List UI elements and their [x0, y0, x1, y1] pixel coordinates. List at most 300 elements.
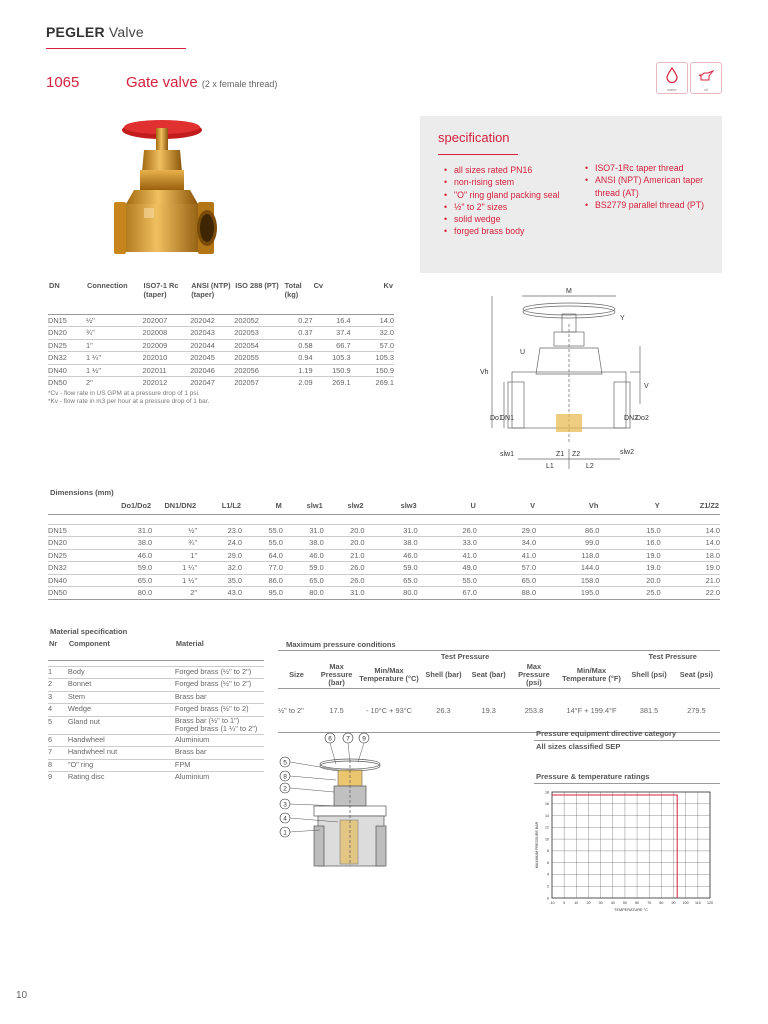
brand-name: PEGLER — [46, 24, 105, 40]
table-cell: 20.0 — [646, 575, 661, 585]
table-cell: 202010 — [142, 353, 168, 363]
table-cell: 59.0 — [403, 563, 418, 573]
table-cell: 1.19 — [298, 365, 313, 375]
spec-item: • forged brass body — [444, 225, 564, 237]
brand-section: Valve — [108, 24, 144, 40]
page-number: 10 — [16, 990, 28, 1001]
table-cell: ½" — [86, 315, 95, 325]
table-row — [48, 679, 264, 692]
table-cell: 269.1 — [332, 378, 351, 388]
table-cell: Gland nut — [67, 716, 100, 726]
col-header: Kv — [383, 281, 393, 290]
table-row — [48, 759, 264, 772]
table-cell: 19.0 — [705, 563, 720, 573]
col-header: Max Pressure (bar) — [320, 662, 353, 687]
table-cell: 34.0 — [521, 538, 537, 548]
brand-header — [46, 24, 144, 40]
table-cell: DN40 — [48, 365, 67, 375]
table-cell: DN25 — [48, 340, 67, 350]
table-cell: DN15 — [48, 315, 67, 325]
col-header: Shell (bar) — [425, 670, 462, 679]
table-cell: 202043 — [190, 328, 215, 338]
table-cell: Brass bar (½" to 1") Forged brass (1 ¼" to 2") — [174, 715, 258, 733]
table-cell: 1 — [48, 666, 53, 676]
table-cell: 31.0 — [403, 525, 418, 535]
table-cell: 23.0 — [227, 525, 242, 535]
spec-item: • ANSI (NPT) American taper thread (AT) — [585, 174, 705, 199]
y-tick-label: 0 — [547, 896, 549, 901]
table-cell: DN15 — [48, 525, 67, 535]
y-tick-label: 10 — [545, 837, 549, 842]
table-cell: 14.0 — [705, 525, 720, 535]
table-cell: 31.0 — [309, 525, 324, 535]
table-cell: 88.0 — [521, 588, 537, 598]
table-row — [48, 549, 720, 562]
dim-label: DN1 — [500, 415, 515, 422]
table-cell: 66.7 — [336, 340, 351, 350]
table-cell: 57.0 — [521, 563, 537, 573]
table-row — [48, 704, 264, 717]
pressure-temperature-chart — [530, 784, 720, 914]
col-header: Do1/Do2 — [121, 501, 152, 510]
table-cell: 150.9 — [332, 365, 351, 375]
col-header — [48, 500, 99, 514]
table-cell: 20.0 — [350, 525, 365, 535]
table-cell: DN32 — [48, 563, 67, 573]
specification-list-right — [585, 162, 705, 211]
table-cell: 202057 — [234, 378, 259, 388]
table-cell: 43.0 — [227, 588, 242, 598]
ped-divider — [534, 740, 720, 741]
table-cell: 202011 — [142, 365, 167, 375]
table-cell: "O" ring — [67, 759, 94, 769]
y-tick-label: 8 — [547, 849, 549, 854]
table-cell: 95.0 — [268, 588, 283, 598]
col-header: M — [275, 501, 282, 510]
table-row — [48, 587, 720, 600]
product-code: 1065 — [46, 74, 80, 91]
water-icon: water — [656, 62, 688, 94]
table-cell: 14.0 — [705, 538, 720, 548]
table-cell: 269.1 — [375, 378, 394, 388]
table-cell: 80.0 — [309, 588, 324, 598]
table-cell: DN25 — [48, 550, 67, 560]
x-tick-label: 80 — [659, 901, 664, 905]
cross-section-drawing — [278, 730, 418, 880]
table-row — [48, 716, 264, 734]
dim-label: Y — [620, 315, 625, 322]
table-cell: Wedge — [67, 704, 92, 713]
x-tick-label: 100 — [682, 901, 689, 905]
x-tick-label: 20 — [586, 901, 591, 905]
dim-label: Z1 — [556, 451, 565, 458]
table-cell: 6 — [48, 734, 53, 744]
product-name: Gate valve — [126, 74, 198, 91]
table-cell: Forged brass (½" to 2") — [174, 679, 252, 688]
table-cell: 195.0 — [580, 588, 600, 598]
specification-title: specification — [438, 130, 510, 145]
table-cell: 67.0 — [462, 588, 477, 598]
table-cell: DN32 — [48, 353, 67, 363]
dim-label: M — [566, 288, 572, 295]
table-cell: 17.5 — [329, 706, 344, 715]
table-cell: 29.0 — [521, 525, 537, 535]
table-cell: 46.0 — [403, 550, 418, 560]
table-cell: 55.0 — [268, 538, 283, 548]
table-cell: DN20 — [48, 538, 67, 548]
col-header: Cv — [313, 281, 324, 290]
table-cell: DN50 — [48, 588, 67, 598]
y-tick-label: 2 — [547, 884, 549, 889]
table-cell: 14°F + 199.4°F — [566, 706, 617, 715]
x-tick-label: 40 — [610, 901, 615, 905]
col-header: Size — [289, 670, 304, 679]
spec-item: • "O" ring gland packing seal — [444, 189, 564, 201]
table-cell: 46.0 — [309, 550, 324, 560]
y-axis-label: MAXIMUM PRESSURE BAR — [535, 821, 539, 869]
table-cell: 77.0 — [268, 563, 283, 573]
specification-panel — [420, 116, 722, 273]
table-row — [48, 327, 394, 340]
spec-item: • all sizes rated PN16 — [444, 164, 564, 176]
table-cell: 26.0 — [462, 525, 477, 535]
y-tick-label: 16 — [545, 802, 549, 807]
table-cell: 279.5 — [687, 706, 706, 715]
x-tick-label: -10 — [549, 901, 555, 905]
table-cell: ¾" — [86, 328, 95, 338]
x-tick-label: 60 — [635, 901, 640, 905]
table-cell: 38.0 — [309, 538, 324, 548]
table-cell: 29.0 — [227, 550, 242, 560]
col-header: Total (kg) — [284, 281, 302, 299]
table-cell: 65.0 — [137, 575, 153, 585]
col-header: Component — [68, 639, 110, 648]
table-cell: 25.0 — [646, 588, 661, 598]
spec-item: • non-rising stem — [444, 176, 564, 188]
ped-title: Pressure equipment directive category — [536, 729, 677, 738]
pressure-table — [278, 650, 720, 733]
table-cell: 5 — [48, 716, 53, 726]
x-tick-label: 30 — [598, 901, 603, 905]
table-cell: 1" — [190, 550, 198, 560]
col-header: DN1/DN2 — [164, 501, 197, 510]
table-cell: 31.0 — [137, 525, 153, 535]
table-cell: - 10°C + 93°C — [366, 706, 412, 715]
table-cell: DN20 — [48, 328, 67, 338]
specification-divider — [438, 154, 518, 155]
header-divider — [46, 48, 186, 49]
x-tick-label: 110 — [694, 901, 701, 905]
table-cell: ½" — [188, 525, 198, 535]
table-cell: 202046 — [190, 365, 215, 375]
table-cell: 38.0 — [137, 538, 153, 548]
table-cell: 22.0 — [705, 588, 720, 598]
y-tick-label: 12 — [545, 825, 549, 830]
ped-value: All sizes classified SEP — [536, 742, 621, 751]
table-cell: 26.3 — [436, 706, 451, 715]
table-cell: 158.0 — [580, 575, 600, 585]
table-note: *Kv - flow rate in m3 per hour at a pressure drop of 1 bar. — [48, 397, 210, 405]
table-cell: 59.0 — [309, 563, 324, 573]
table-cell: 202053 — [234, 328, 259, 338]
col-header: slw3 — [400, 501, 417, 510]
table-cell: 2.09 — [298, 378, 313, 388]
table-cell: 20.0 — [350, 538, 365, 548]
table-cell: 1 ½" — [182, 575, 198, 585]
table-cell: 202042 — [190, 315, 215, 325]
callout-number: 5 — [283, 759, 287, 767]
col-header: Y — [654, 501, 660, 510]
table-cell: 0.94 — [298, 353, 313, 363]
table-cell: 202044 — [190, 340, 215, 350]
table-cell: 41.0 — [462, 550, 477, 560]
table-cell: 0.27 — [298, 315, 313, 325]
col-header: Min/Max Temperature (°F) — [562, 666, 621, 683]
col-header: Seat (bar) — [471, 670, 506, 679]
materials-table — [48, 638, 264, 784]
table-cell: 202012 — [142, 378, 168, 388]
x-tick-label: 120 — [707, 901, 713, 905]
table-cell: 18.0 — [705, 550, 720, 560]
table-cell: 80.0 — [137, 588, 153, 598]
callout-number: 9 — [362, 735, 366, 743]
col-header: Vh — [588, 501, 599, 510]
table-row — [48, 691, 264, 704]
test-pressure-label: Test Pressure — [648, 652, 697, 661]
table-cell: 49.0 — [462, 563, 477, 573]
x-axis-label: TEMPERATURE °C — [614, 908, 648, 912]
table-cell: 33.0 — [462, 538, 477, 548]
pressure-title: Maximum pressure conditions — [286, 640, 396, 649]
table-cell: FPM — [174, 759, 191, 769]
table-cell: 14.0 — [379, 315, 394, 325]
materials-title: Material specification — [50, 627, 128, 636]
table-cell: Brass bar — [174, 747, 207, 756]
spec-item: • BS2779 parallel thread (PT) — [585, 199, 705, 211]
table-cell: 32.0 — [227, 563, 242, 573]
table-row — [48, 747, 264, 760]
callout-number: 2 — [283, 785, 287, 793]
table-cell: DN50 — [48, 378, 67, 388]
dim-label: Do2 — [636, 415, 649, 422]
table-cell: 59.0 — [137, 563, 153, 573]
table-cell: 65.0 — [309, 575, 324, 585]
table-cell: 19.0 — [646, 550, 661, 560]
table-cell: 2" — [86, 378, 93, 388]
table-cell: 4 — [48, 704, 53, 713]
plot-area — [552, 792, 710, 898]
table-cell: 55.0 — [268, 525, 283, 535]
chart-title: Pressure & temperature ratings — [536, 772, 650, 781]
callout-number: 1 — [283, 829, 287, 837]
table-cell: 15.0 — [646, 525, 661, 535]
table-cell: 16.4 — [336, 315, 351, 325]
table-cell: Handwheel nut — [67, 747, 118, 756]
table-row — [48, 352, 394, 365]
table-cell: 144.0 — [580, 563, 600, 573]
table-cell: Forged brass (½" to 2") — [174, 666, 252, 676]
table-cell: 7 — [48, 747, 53, 756]
table-cell: 37.4 — [336, 328, 351, 338]
spec-item: • ½" to 2" sizes — [444, 201, 564, 213]
table-cell: 0.37 — [298, 328, 313, 338]
dimensions-table — [48, 500, 720, 600]
x-tick-label: 50 — [622, 901, 627, 905]
table-cell: 202008 — [142, 328, 168, 338]
x-tick-label: 70 — [647, 901, 652, 905]
table-cell: 202047 — [190, 378, 215, 388]
col-header: L1/L2 — [221, 501, 241, 510]
table-cell: ¾" — [188, 538, 198, 548]
rating-line — [552, 795, 677, 898]
table-cell: 3 — [48, 691, 53, 701]
table-cell: Handwheel — [67, 734, 105, 744]
specification-list-left — [444, 164, 564, 238]
table-cell: ½" to 2" — [278, 706, 304, 715]
col-header: Seat (psi) — [679, 670, 713, 679]
col-header: DN — [49, 281, 60, 290]
dim-label: L2 — [586, 463, 594, 470]
table-row — [48, 772, 264, 784]
table-row — [48, 339, 394, 352]
table-cell: DN40 — [48, 575, 67, 585]
table-cell: 65.0 — [403, 575, 418, 585]
col-header: Nr — [49, 639, 58, 648]
col-header: Connection — [87, 281, 128, 290]
table-cell: Rating disc — [67, 772, 105, 781]
table-row — [48, 537, 720, 550]
dim-label: slw2 — [620, 449, 635, 456]
table-cell: 105.3 — [332, 353, 351, 363]
table-cell: Aluminium — [174, 734, 210, 744]
table-cell: 8 — [48, 759, 53, 769]
table-row — [48, 562, 720, 575]
table-cell: 105.3 — [375, 353, 394, 363]
dim-label: Vh — [480, 369, 489, 376]
table-cell: 38.0 — [403, 538, 418, 548]
product-title — [126, 74, 277, 91]
table-cell: 253.8 — [524, 706, 544, 715]
table-cell: 202054 — [234, 340, 259, 350]
table-cell: 55.0 — [462, 575, 477, 585]
table-cell: 86.0 — [268, 575, 283, 585]
table-cell: 202052 — [234, 315, 259, 325]
product-photo — [112, 112, 222, 270]
table-cell: 19.0 — [646, 563, 661, 573]
col-header: Material — [175, 639, 204, 648]
table-cell: 381.5 — [639, 706, 659, 715]
dim-label: DN2 — [624, 415, 639, 422]
table-cell: 1 ¼" — [86, 353, 101, 363]
x-tick-label: 0 — [563, 901, 566, 905]
table-cell: 65.0 — [521, 575, 537, 585]
table-row — [48, 734, 264, 747]
y-tick-label: 18 — [545, 790, 549, 795]
table-row — [48, 524, 720, 537]
callout-number: 8 — [283, 773, 287, 781]
table-row — [48, 377, 394, 389]
dim-label: Z2 — [572, 451, 581, 458]
table-row — [48, 666, 264, 679]
dimensions-title: Dimensions (mm) — [50, 488, 114, 497]
col-header: Min/Max Temperature (°C) — [359, 666, 419, 683]
table-cell: 150.9 — [375, 365, 394, 375]
product-codes-table — [48, 280, 394, 406]
oil-icon: oil — [690, 62, 722, 94]
table-cell: 57.0 — [379, 340, 394, 350]
table-cell: 86.0 — [584, 525, 600, 535]
y-tick-label: 6 — [547, 860, 549, 865]
x-tick-label: 10 — [574, 901, 579, 905]
col-header: slw2 — [347, 501, 364, 510]
callout-number: 3 — [283, 801, 287, 809]
table-cell: 9 — [48, 772, 53, 781]
col-header: U — [470, 501, 476, 510]
table-row — [48, 574, 720, 587]
table-cell: 1" — [86, 340, 93, 350]
table-cell: 64.0 — [268, 550, 283, 560]
table-cell: 202056 — [234, 365, 259, 375]
dim-label: slw1 — [500, 451, 515, 458]
table-row — [48, 364, 394, 377]
col-header: Max Pressure (psi) — [518, 662, 550, 687]
table-cell: 202045 — [190, 353, 215, 363]
table-cell: 24.0 — [227, 538, 242, 548]
table-row — [48, 314, 394, 327]
dim-label: L1 — [546, 463, 554, 470]
table-cell: 2" — [190, 588, 198, 598]
table-cell: 46.0 — [137, 550, 153, 560]
dim-label: V — [644, 383, 649, 390]
table-cell: 35.0 — [227, 575, 242, 585]
table-cell: 26.0 — [350, 575, 365, 585]
y-tick-label: 14 — [545, 813, 549, 818]
table-cell: Bonnet — [67, 679, 92, 688]
callout-number: 7 — [346, 735, 350, 743]
col-header: ISO 288 (PT) — [235, 281, 279, 290]
callout-number: 6 — [328, 735, 332, 743]
table-cell: 2 — [48, 679, 53, 688]
spec-item: • ISO7-1Rc taper thread — [585, 162, 705, 174]
table-note: *Cv - flow rate in US GPM at a pressure drop of 1 psi. — [48, 389, 200, 397]
table-cell: 99.0 — [584, 538, 600, 548]
col-header: slw1 — [306, 501, 323, 510]
col-header: ANSI (NTP) (taper) — [191, 281, 231, 299]
table-cell: 202007 — [142, 315, 168, 325]
table-cell: 41.0 — [521, 550, 537, 560]
spec-item: • solid wedge — [444, 213, 564, 225]
col-header: ISO7-1 Rc (taper) — [143, 281, 179, 299]
col-header: Z1/Z2 — [699, 501, 719, 510]
col-header: Shell (psi) — [631, 670, 667, 679]
dim-label: Do1 — [490, 415, 503, 422]
table-cell: 21.0 — [705, 575, 720, 585]
table-cell: 0.58 — [298, 340, 313, 350]
table-cell: 32.0 — [379, 328, 394, 338]
callout-number: 4 — [283, 815, 287, 823]
table-cell: 80.0 — [403, 588, 418, 598]
table-cell: 202009 — [142, 340, 168, 350]
table-cell: Aluminium — [174, 772, 210, 781]
table-cell: Forged brass (½" to 2) — [174, 704, 249, 713]
table-cell: 1 ½" — [86, 365, 101, 375]
dim-label: U — [520, 349, 526, 356]
table-cell: 26.0 — [350, 563, 365, 573]
table-cell: 21.0 — [350, 550, 365, 560]
test-pressure-label: Test Pressure — [440, 652, 490, 661]
table-cell: 16.0 — [646, 538, 661, 548]
dimension-drawing — [470, 284, 650, 474]
